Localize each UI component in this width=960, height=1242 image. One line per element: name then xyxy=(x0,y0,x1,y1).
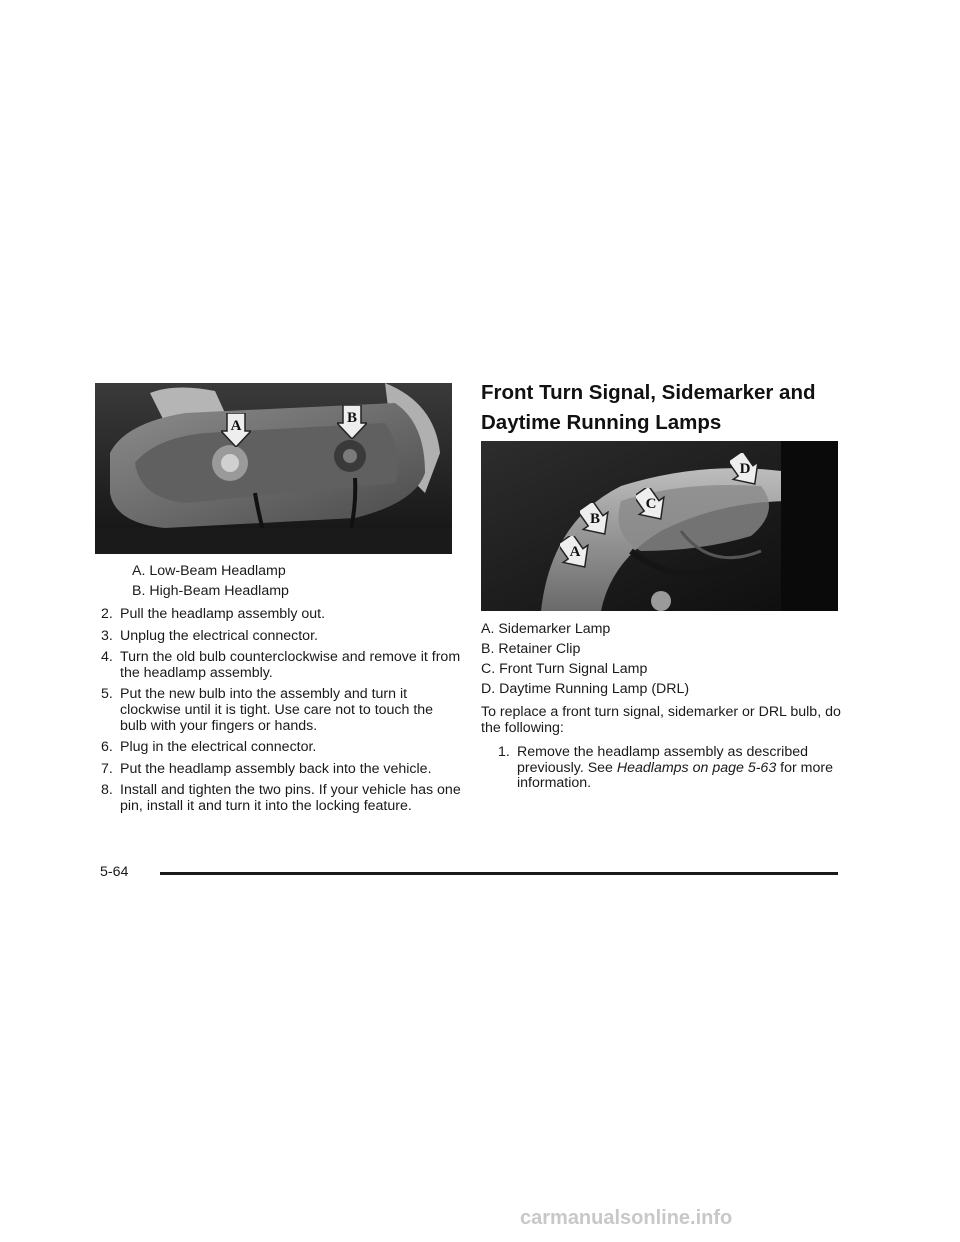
callout-b-label: B xyxy=(589,511,601,527)
callout-a-label: A xyxy=(230,418,242,434)
callout-d-icon xyxy=(730,453,760,487)
step-number: 5. xyxy=(101,686,113,703)
step-item xyxy=(498,745,843,792)
callout-b-label: B xyxy=(346,410,358,426)
headlamp-steps-list xyxy=(101,607,461,821)
caption-drl: D. Daytime Running Lamp (DRL) xyxy=(481,681,690,697)
headlamp-bulb-photo xyxy=(95,383,452,554)
section-heading: Front Turn Signal, Sidemarker and Daytime Running Lamps xyxy=(481,381,816,434)
page-number: 5-64 xyxy=(100,864,129,880)
callout-d-label: D xyxy=(739,461,751,477)
step-number: 4. xyxy=(101,649,113,666)
headlamps-reference-link[interactable]: Headlamps on page 5-63 xyxy=(616,759,777,776)
callout-b-icon xyxy=(580,503,610,537)
callout-c-label: C xyxy=(645,496,657,512)
step-item xyxy=(101,607,461,623)
step-number: 3. xyxy=(101,627,113,644)
callout-a-icon xyxy=(560,536,590,570)
step-text-after: for more information. xyxy=(517,759,833,792)
step-text: Install and tighten the two pins. If your vehicle has one pin, install it and turn it into the locking feature. xyxy=(120,782,461,814)
step-item xyxy=(101,629,461,645)
step-text: Pull the headlamp assembly out. xyxy=(120,606,326,622)
intro-paragraph: To replace a front turn signal, sidemarker or DRL bulb, do the following: xyxy=(481,704,841,736)
step-number: 8. xyxy=(101,782,113,799)
step-item xyxy=(101,650,461,681)
step-item xyxy=(101,740,461,756)
step-text: Unplug the electrical connector. xyxy=(120,627,318,644)
caption-retainer-clip: B. Retainer Clip xyxy=(481,641,581,657)
footer-rule xyxy=(160,872,838,875)
caption-turn-signal: C. Front Turn Signal Lamp xyxy=(481,661,648,677)
step-text: Plug in the electrical connector. xyxy=(120,739,317,756)
step-number: 1. xyxy=(498,744,510,760)
step-text xyxy=(517,745,843,792)
step-item xyxy=(101,687,461,734)
callout-a-label: A xyxy=(569,544,581,560)
caption-high-beam: B. High-Beam Headlamp xyxy=(132,583,289,599)
step-text: Put the headlamp assembly back into the vehicle. xyxy=(120,760,432,777)
watermark-logo: carmanualsonline.info xyxy=(520,1207,733,1229)
step-number: 7. xyxy=(101,760,113,777)
turn-signal-lamps-photo xyxy=(481,441,838,611)
step-item xyxy=(101,762,461,778)
left-figure-captions xyxy=(132,563,289,603)
caption-low-beam: A. Low-Beam Headlamp xyxy=(132,563,286,579)
callout-a-icon xyxy=(221,413,251,447)
step-item xyxy=(101,783,461,814)
step-text-before: Remove the headlamp assembly as described previously. See xyxy=(517,744,808,776)
step-number: 2. xyxy=(101,606,113,622)
step-number: 6. xyxy=(101,739,113,756)
right-figure-captions xyxy=(481,621,689,701)
step-text: Put the new bulb into the assembly and turn it clockwise until it is tight. Use care not to touch the bulb with your fingers or hands. xyxy=(120,686,434,734)
step-text: Turn the old bulb counterclockwise and remove it from the headlamp assembly. xyxy=(120,649,461,681)
caption-sidemarker: A. Sidemarker Lamp xyxy=(481,621,611,637)
callout-b-icon xyxy=(337,405,367,439)
callout-c-icon xyxy=(636,488,666,522)
turn-signal-steps-list xyxy=(498,745,843,798)
